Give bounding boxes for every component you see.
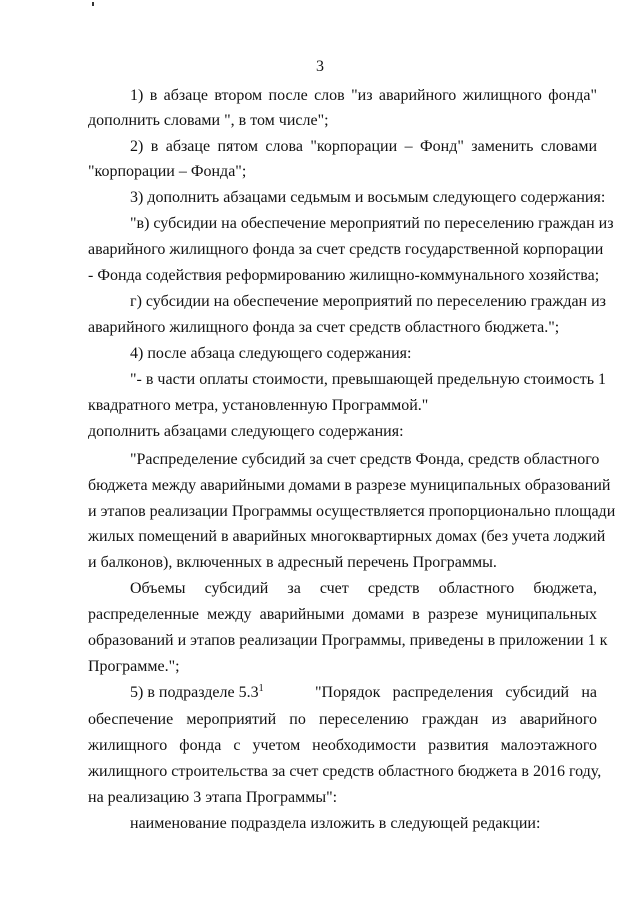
text-fragment: "Порядок распределения субсидий на (315, 684, 597, 701)
text-line: распределенные между аварийными домами в разрезе муниципальных (88, 606, 597, 623)
text-line: наименование подраздела изложить в следующей редакции: (130, 815, 541, 832)
text-line: "- в части оплаты стоимости, превышающей предельную стоимость 1 (130, 371, 606, 388)
text-line: жилищного фонда с учетом необходимости развития малоэтажного (88, 737, 597, 754)
scan-mark (92, 2, 94, 6)
text-fragment (130, 683, 264, 703)
text-line: 2) в абзаце пятом слова "корпорации – Фонд" заменить словами (130, 138, 597, 155)
text-line: дополнить абзацами следующего содержания: (88, 423, 404, 440)
text-line: обеспечение мероприятий по переселению граждан из аварийного (88, 711, 597, 728)
text-line: и этапов реализации Программы осуществляется пропорционально площади (88, 503, 616, 520)
text-line: 3) дополнить абзацами седьмым и восьмым следующего содержания: (130, 189, 606, 206)
text-line: на реализацию 3 этапа Программы": (88, 789, 338, 806)
text-line: 1) в абзаце втором после слов "из аварийного жилищного фонда" (130, 87, 597, 104)
text-line: аварийного жилищного фонда за счет средств государственной корпорации (88, 241, 604, 258)
text-fragment-main: 5) в подразделе 5.3 (130, 684, 259, 701)
text-line: квадратного метра, установленную Программой." (88, 397, 429, 414)
text-line: и балконов), включенных в адресный перечень Программы. (88, 554, 497, 571)
text-line: Программе."; (88, 658, 180, 675)
superscript: 1 (258, 683, 264, 694)
text-line: аварийного жилищного фонда за счет средств областного бюджета."; (88, 319, 560, 336)
text-line: "Распределение субсидий за счет средств Фонда, средств областного (130, 451, 600, 468)
text-line: дополнить словами ", в том числе"; (88, 112, 329, 129)
text-line: Объемы субсидий за счет средств областного бюджета, (130, 580, 597, 597)
text-line: - Фонда содействия реформированию жилищно-коммунального хозяйства; (88, 267, 600, 284)
text-line: жилищного строительства за счет средств областного бюджета в 2016 году, (88, 763, 602, 780)
text-line: г) субсидии на обеспечение мероприятий по переселению граждан из (130, 293, 606, 310)
text-line: бюджета между аварийными домами в разрезе муниципальных образований (88, 477, 611, 494)
text-line: "корпорации – Фонда"; (88, 163, 247, 180)
text-line-split (130, 683, 597, 703)
page-number: 3 (316, 58, 324, 75)
text-line: "в) субсидии на обеспечение мероприятий по переселению граждан из (130, 215, 614, 232)
text-line: образований и этапов реализации Программы, приведены в приложении 1 к (88, 632, 608, 649)
text-line: жилых помещений в аварийных многоквартирных домах (без учета лоджий (88, 528, 606, 545)
text-line: 4) после абзаца следующего содержания: (130, 345, 412, 362)
